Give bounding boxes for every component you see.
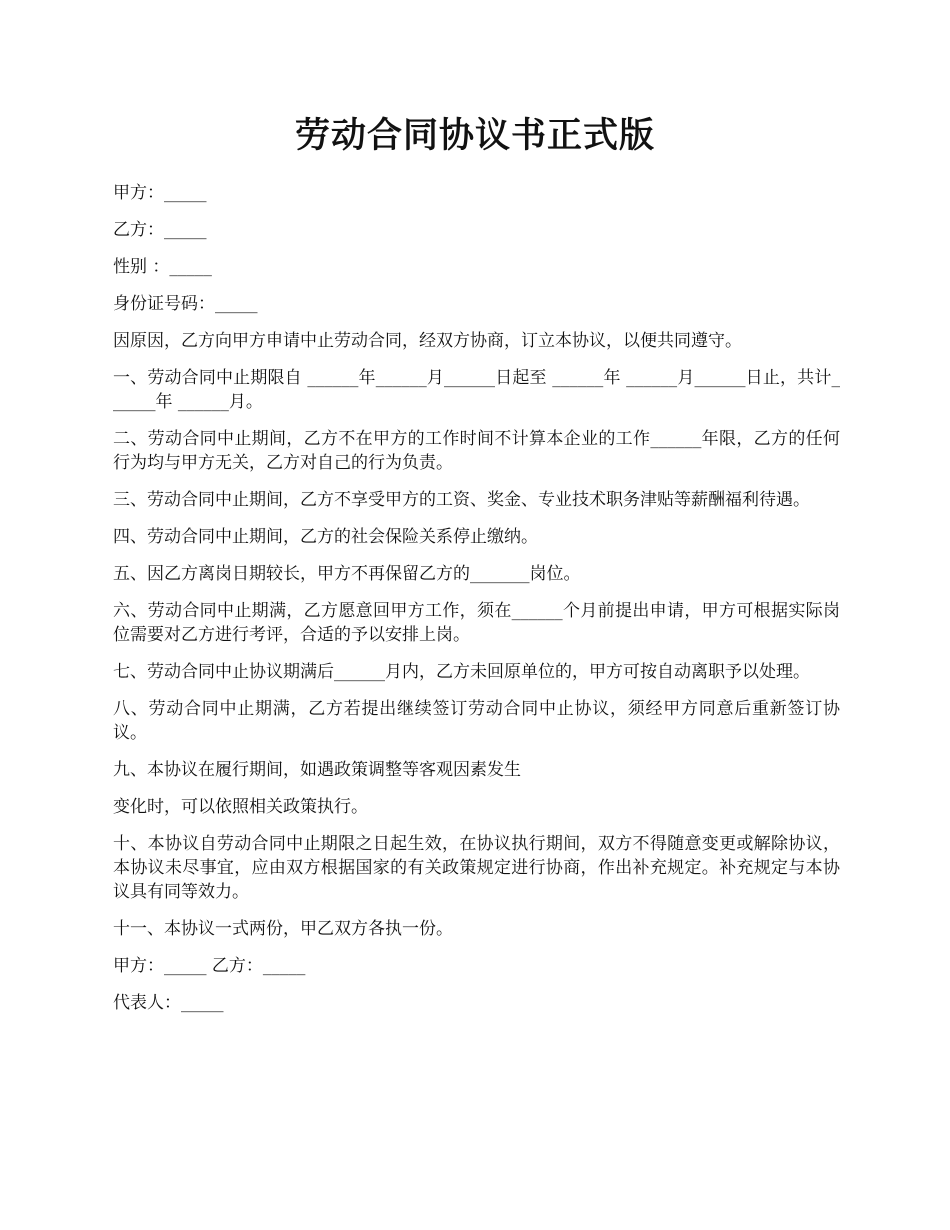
clause-5: 五、因乙方离岗日期较长，甲方不再保留乙方的_______岗位。 bbox=[113, 564, 581, 584]
document-body bbox=[113, 181, 840, 1028]
clause-11: 十一、本协议一式两份，甲乙双方各执一份。 bbox=[113, 919, 453, 939]
id-number-line: 身份证号码：_____ bbox=[113, 294, 258, 314]
clause-6: 六、劳动合同中止期满，乙方愿意回甲方工作，须在______个月前提出申请，甲方可根据实际岗位需要对乙方进行考评，合适的予以安排上岗。 bbox=[113, 601, 840, 645]
clause-3: 三、劳动合同中止期间，乙方不享受甲方的工资、奖金、专业技术职务津贴等薪酬福利待遇。 bbox=[113, 490, 810, 510]
party-b-line: 乙方：_____ bbox=[113, 220, 207, 240]
gender-line: 性别 ：_____ bbox=[113, 257, 212, 277]
clause-10: 十、本协议自劳动合同中止期限之日起生效，在协议执行期间，双方不得随意变更或解除协议，本协议未尽事宜，应由双方根据国家的有关政策规定进行协商，作出补充规定。补充规定与本协议具有同等效力。 bbox=[113, 834, 840, 902]
clause-9-continuation: 变化时，可以依照相关政策执行。 bbox=[113, 797, 368, 817]
clause-2: 二、劳动合同中止期间，乙方不在甲方的工作时间不计算本企业的工作______年限，乙方的任何行为均与甲方无关，乙方对自己的行为负责。 bbox=[113, 429, 840, 473]
clause-8: 八、劳动合同中止期满，乙方若提出继续签订劳动合同中止协议，须经甲方同意后重新签订协议。 bbox=[113, 699, 840, 743]
clause-9: 九、本协议在履行期间，如遇政策调整等客观因素发生 bbox=[113, 760, 521, 780]
clause-1: 一、劳动合同中止期限自 ______年______月______日起至 ______年 ______月______日止，共计______年 ______月。 bbox=[113, 368, 840, 412]
clause-7: 七、劳动合同中止协议期满后______月内，乙方未回原单位的，甲方可按自动离职予以处理。 bbox=[113, 662, 810, 682]
intro-paragraph: 因原因，乙方向甲方申请中止劳动合同，经双方协商，订立本协议，以便共同遵守。 bbox=[113, 331, 742, 351]
signature-parties-line: 甲方：_____ 乙方：_____ bbox=[113, 956, 306, 976]
clause-4: 四、劳动合同中止期间，乙方的社会保险关系停止缴纳。 bbox=[113, 527, 538, 547]
document-title: 劳动合同协议书正式版 bbox=[294, 115, 655, 156]
representative-line: 代表人：_____ bbox=[113, 993, 224, 1013]
party-a-line: 甲方：_____ bbox=[113, 183, 207, 203]
